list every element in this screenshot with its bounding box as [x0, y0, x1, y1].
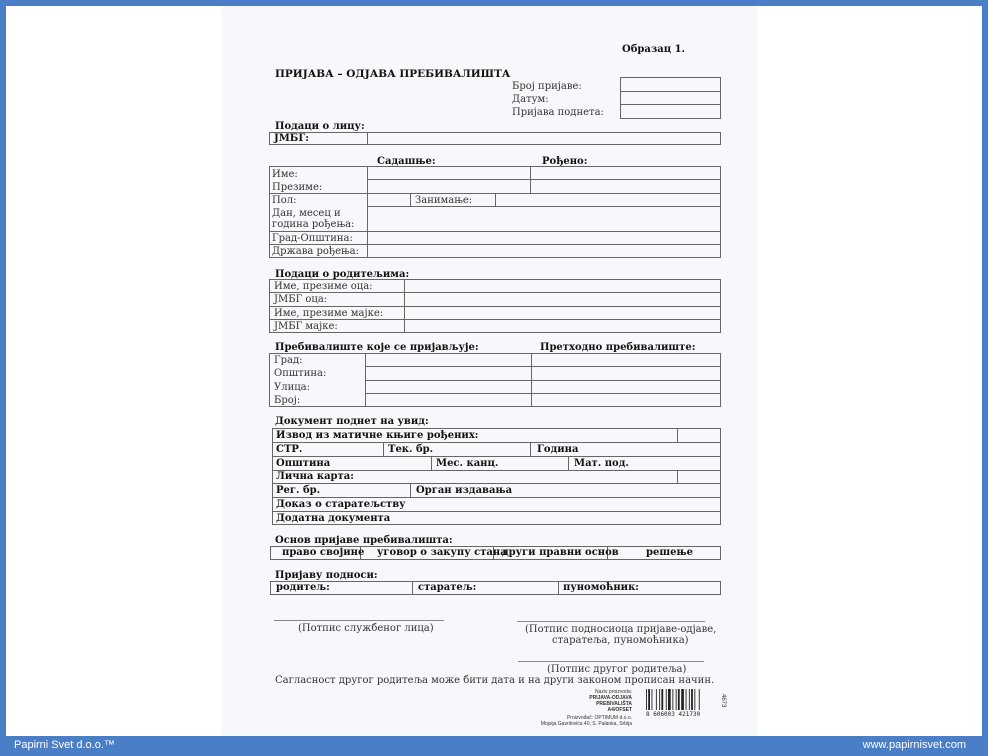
- year-label: Година: [537, 444, 579, 455]
- divider: [272, 456, 721, 457]
- website-link[interactable]: www.papirnisvet.com: [862, 739, 966, 751]
- country-label: Држава рођења:: [272, 246, 359, 257]
- birth-label: Рођено:: [542, 156, 588, 167]
- residence-new-heading: Пребивалиште које се пријављује:: [275, 342, 479, 353]
- divider: [269, 244, 721, 245]
- basis-option[interactable]: решење: [646, 547, 693, 558]
- divider: [367, 206, 721, 207]
- divider: [365, 380, 721, 381]
- divider: [412, 581, 413, 595]
- municipality-label: Општина: [276, 458, 331, 469]
- basis-heading: Основ пријаве пребивалишта:: [275, 535, 453, 546]
- parents-row-label: ЈМБГ оца:: [274, 294, 328, 305]
- occupation-label: Занимање:: [415, 195, 473, 206]
- jmbg-label: ЈМБГ:: [274, 133, 309, 144]
- field-label-number: Број пријаве:: [512, 81, 582, 92]
- form-sheet: [222, 6, 758, 736]
- divider: [269, 306, 721, 307]
- surname-label: Презиме:: [272, 182, 323, 193]
- divider: [367, 132, 368, 145]
- barcode-bar: [694, 689, 695, 710]
- image-frame: [6, 6, 982, 736]
- reg-no-label: Рег. бр.: [276, 485, 321, 496]
- divider: [365, 366, 721, 367]
- signature-line-applicant: [517, 621, 705, 622]
- imprint-line: PRIJAVA-ODJAVA: [589, 695, 632, 701]
- imprint-line: A4/OFSET: [607, 707, 632, 713]
- additional-label: Додатна документа: [276, 513, 391, 524]
- barcode-bar: [672, 689, 673, 710]
- submitter-heading: Пријаву подноси:: [275, 570, 378, 581]
- header-fields-box[interactable]: [620, 77, 721, 119]
- divider: [383, 442, 384, 456]
- signature-other-parent-label: (Потпис другог родитеља): [547, 664, 687, 675]
- basis-option[interactable]: други правни основ: [502, 547, 619, 558]
- imprint-line: Naziv proizvoda:: [595, 689, 632, 695]
- divider: [269, 319, 721, 320]
- divider: [269, 231, 721, 232]
- submitter-option[interactable]: старатељ:: [418, 582, 477, 593]
- parents-heading: Подаци о родитељима:: [275, 269, 410, 280]
- barcode-bar: [652, 689, 653, 710]
- extract-label: Извод из матичне књиге рођених:: [276, 430, 479, 441]
- barcode: [644, 689, 722, 717]
- footer-bar: [0, 736, 988, 756]
- divider: [558, 581, 559, 595]
- divider: [272, 497, 721, 498]
- barcode-bar: [668, 689, 671, 710]
- residence-row-label: Улица:: [274, 382, 311, 393]
- signature-line-other-parent: [518, 661, 704, 662]
- divider: [495, 193, 496, 206]
- barcode-bar: [689, 689, 690, 710]
- divider: [677, 428, 678, 442]
- barcode-bar: [656, 689, 657, 710]
- issuer-label: Орган издавања: [416, 485, 513, 496]
- name-label: Име:: [272, 169, 298, 180]
- barcode-bar: [686, 689, 687, 710]
- divider: [677, 470, 678, 483]
- residence-row-label: Град:: [274, 355, 303, 366]
- divider: [568, 456, 569, 470]
- divider: [410, 483, 411, 497]
- submitter-option[interactable]: родитељ:: [276, 582, 330, 593]
- barcode-bar: [666, 689, 667, 710]
- divider: [272, 442, 721, 443]
- barcode-bar: [681, 689, 684, 710]
- imprint-line: PREBIVALIŠTA: [596, 701, 632, 707]
- barcode-bar: [646, 689, 647, 710]
- consent-note: Сагласност другог родитеља може бити дата и на други законом прописан начин.: [275, 675, 715, 686]
- residence-row-label: Општина:: [274, 368, 327, 379]
- guardianship-label: Доказ о старатељству: [276, 499, 406, 510]
- parents-row-label: ЈМБГ мајке:: [274, 321, 338, 332]
- submitter-table: [270, 581, 721, 595]
- divider: [272, 483, 721, 484]
- barcode-bar: [659, 689, 660, 710]
- documents-heading: Документ поднет на увид:: [275, 416, 429, 427]
- barcode-bar: [676, 689, 677, 710]
- parents-row-label: Име, презиме мајке:: [274, 308, 384, 319]
- divider: [530, 442, 531, 456]
- divider: [620, 91, 721, 92]
- barcode-bar: [691, 689, 693, 710]
- field-label-date: Датум:: [512, 94, 549, 105]
- barcode-bars: [646, 689, 700, 710]
- registry-label: Мат. под.: [574, 458, 629, 469]
- imprint-line: Proizvođač: OPTIMUM d.o.o.: [566, 715, 632, 721]
- signature-line-official: [274, 620, 444, 621]
- barcode-bar: [699, 689, 700, 710]
- str-label: СТР.: [276, 444, 303, 455]
- tek-label: Тек. бр.: [388, 444, 434, 455]
- barcode-bar: [648, 689, 650, 710]
- form-number: Образац 1.: [622, 44, 686, 55]
- divider: [620, 104, 721, 105]
- residence-row-label: Број:: [274, 395, 301, 406]
- dob-label-line2: година рођења:: [272, 219, 355, 230]
- current-label: Садашње:: [377, 156, 436, 167]
- residence-prev-heading: Претходно пребивалиште:: [540, 342, 696, 353]
- divider: [272, 511, 721, 512]
- divider: [269, 292, 721, 293]
- company-name: Papirni Svet d.o.o.™: [14, 739, 115, 751]
- basis-option[interactable]: уговор о закупу стана: [377, 547, 507, 558]
- office-label: Мес. канц.: [436, 458, 499, 469]
- sex-label: Пол:: [272, 195, 297, 206]
- divider: [365, 393, 721, 394]
- jmbg-field[interactable]: [269, 132, 721, 145]
- signature-applicant-label-2: старатеља, пуномоћника): [552, 635, 689, 646]
- barcode-bar: [661, 689, 663, 710]
- basis-option[interactable]: право својине: [282, 547, 365, 558]
- person-heading: Подаци о лицу:: [275, 121, 365, 132]
- form-title: ПРИЈАВА – ОДЈАВА ПРЕБИВАЛИШТА: [275, 68, 511, 80]
- submitter-option[interactable]: пуномоћник:: [563, 582, 639, 593]
- divider: [367, 179, 721, 180]
- dob-label-line1: Дан, месец и: [272, 208, 341, 219]
- divider: [410, 193, 411, 206]
- field-label-submitted: Пријава поднета:: [512, 107, 604, 118]
- barcode-number: 8 606003 421730: [646, 711, 701, 717]
- city-label: Град-Општина:: [272, 233, 353, 244]
- signature-applicant-label: (Потпис подносиоца пријаве-одјаве,: [525, 624, 717, 635]
- signature-official-label: (Потпис службеног лица): [298, 623, 434, 634]
- barcode-bar: [678, 689, 680, 710]
- divider: [431, 456, 432, 470]
- id-card-label: Лична карта:: [276, 471, 354, 482]
- imprint-line: Mojsija Gavrilovića 40, S. Palanka, Srbija: [540, 721, 632, 727]
- parents-row-label: Име, презиме оца:: [274, 281, 373, 292]
- product-code: 4673: [720, 694, 726, 708]
